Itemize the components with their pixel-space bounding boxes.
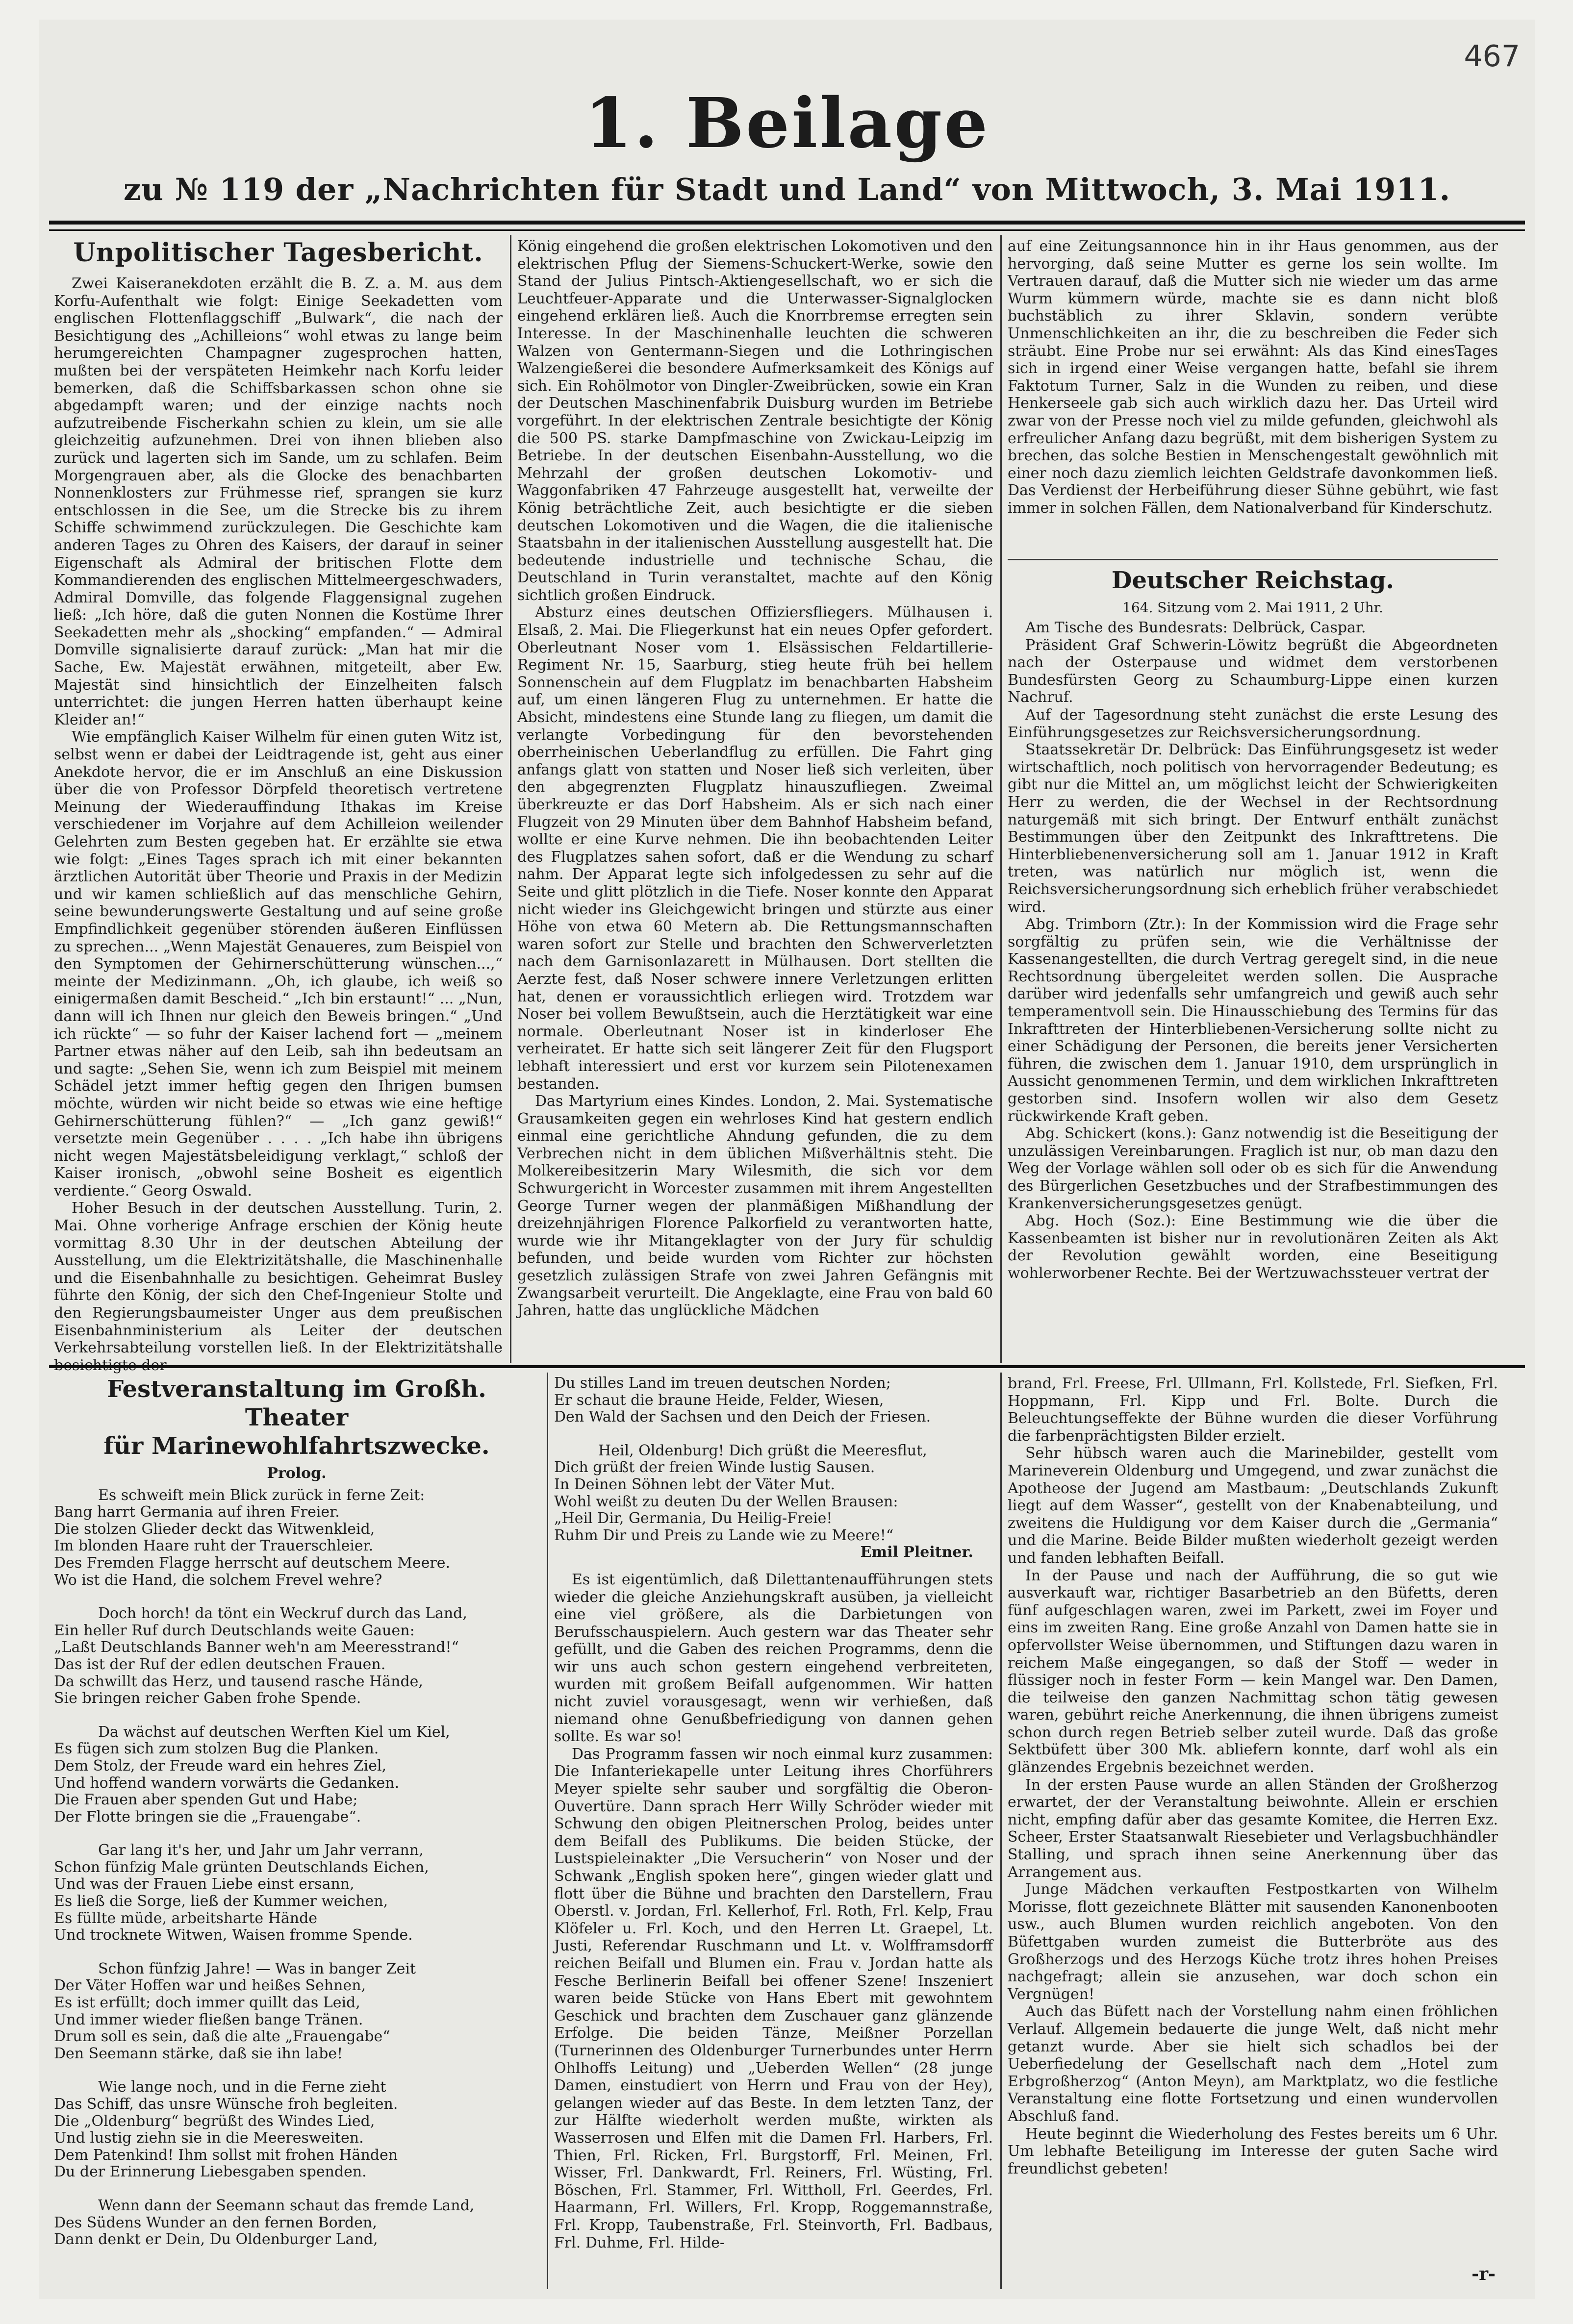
poem-line: Drum soll es sein, daß die alte „Frauengabe“ — [54, 2028, 390, 2046]
poem-line: Doch horch! da tönt ein Weckruf durch das Land, — [98, 1605, 467, 1623]
poem-line: Ruhm Dir und Preis zu Lande wie zu Meere!“ — [554, 1526, 894, 1544]
article-paragraph: Abg. Hoch (Soz.): Eine Bestimmung wie die über die Kassenbeamten ist bisher nur in revolutionären Zeiten als Akt der Revolution gewählt worden, eine Beseitigung wohlerworbener Rechte. Bei der Wertzuwachssteuer vertrat der — [1008, 1212, 1498, 1282]
poem-line: Wo ist die Hand, die solchem Frevel wehre? — [54, 1571, 382, 1589]
poem-line: Wie lange noch, und in die Ferne zieht — [98, 2078, 386, 2096]
article-paragraph: Junge Mädchen verkauften Festpostkarten von Wilhelm Morisse, flott gezeichnete Blätter mit sausenden Kanonenbooten usw., auch Blumen wurden reichlich angeboten. Von den Büfettgaben wurden zumeist die Butterbröte aus des Großherzogs und des Herzogs Küche trotz ihres hohen Preises nachgefragt; allein sie anzusehen, war doch schon ein Vergnügen! — [1008, 1881, 1498, 2003]
poem-stanza — [554, 1443, 993, 1545]
poem-continuation — [554, 1375, 993, 1561]
section-divider — [1008, 559, 1498, 560]
poem-line: Sie bringen reicher Gaben frohe Spende. — [54, 1690, 361, 1707]
column-divider — [1000, 1373, 1002, 2289]
poem-line: Schon fünfzig Jahre! — Was in banger Zeit — [98, 1960, 416, 1977]
article-paragraph: Präsident Graf Schwerin-Löwitz begrüßt die Abgeordneten nach der Osterpause und widmet dem verstorbenen Bundesfürsten Georg zu Schaumburg-Lippe einen kurzen Nachruf. — [1008, 636, 1498, 706]
poem-author: Emil Pleitner. — [860, 1544, 973, 1561]
poem-line: Es füllte müde, arbeitsharte Hände — [54, 1909, 318, 1927]
poem-line: Dem Stolz, der Freude ward ein hehres Ziel, — [54, 1757, 387, 1774]
column-divider — [547, 1373, 548, 2289]
article-paragraph: auf eine Zeitungsannonce hin in ihr Haus genommen, aus der hervorging, daß seine Mutter es gerne los sein wollte. Im Vertrauen darauf, daß die Mutter sich nie wieder um das arme Wurm kümmern würde, machte sie es dann nicht bloß buchstäblich zu ihrer Sklavin, sondern verübte Unmenschlichkeiten an ihr, die zu beschreiben die Feder sich sträubt. Eine Probe nur sei erwähnt: Als das Kind einesTages sich in irgend einer Weise vergangen hatte, befahl sie ihrem Faktotum Turner, Salz in die Wunden zu reiben, und diese Henkerseele gab sich auch wirklich dazu her. Das Urteil wird zwar von der Presse noch viel zu milde gefunden, gleichwohl als erfreulicher Anfang dazu begrüßt, mit dem bisherigen System zu brechen, das solche Bestien in Menschengestalt gewöhnlich mit einer noch dazu ziemlich leichten Geldstrafe davonkommen ließ. Das Verdienst der Herbeiführung dieser Sühne gebührt, wie fast immer in solchen Fällen, dem Nationalverband für Kinderschutz. — [1008, 238, 1498, 517]
poem-line: Das Schiff, das unsre Wünsche froh begleiten. — [54, 2096, 398, 2113]
poem-line: Es ließ die Sorge, ließ der Kummer weichen, — [54, 1893, 388, 1910]
column-divider — [510, 235, 511, 1363]
supplement-subtitle: zu № 119 der „Nachrichten für Stadt und Land“ von Mittwoch, 3. Mai 1911. — [123, 172, 1451, 207]
poem-line: Heil, Oldenburg! Dich grüßt die Meeresflut, — [598, 1442, 927, 1459]
poem-line: Gar lang it's her, und Jahr um Jahr verrann, — [98, 1842, 424, 1859]
poem-stanza — [54, 1605, 539, 1707]
poem-line: Dich grüßt der freien Winde lustig Sausen. — [554, 1459, 875, 1476]
poem-line: Und trocknete Witwen, Waisen fromme Spende. — [54, 1926, 413, 1944]
poem-line: Ein heller Ruf durch Deutschlands weite Gauen: — [54, 1622, 415, 1639]
article-paragraph: Absturz eines deutschen Offiziersfliegers. Mülhausen i. Elsaß, 2. Mai. Die Fliegerkunst hat ein neues Opfer gefordert. Oberleutnant Noser vom 1. Elsässischen Feldartillerie-Regiment Nr. 15, Saarburg, stieg heute früh bei hellem Sonnenschein auf dem Flugplatz im benachbarten Habsheim auf, um einen längeren Flug zu unternehmen. Er hatte die Absicht, mindestens eine Stunde lang zu fliegen, um damit die verlangte Vorbedingung für den bevorstehenden oberrheinischen Ueberlandflug zu erfüllen. Die Fahrt ging anfangs glatt von statten und Noser ließ sich verleiten, über den abgegrenzten Flugplatz hinauszufliegen. Zweimal überkreuzte er das Dorf Habsheim. Als er sich nach einer Flugzeit von 29 Minuten über dem Bahnhof Habsheim befand, wollte er eine Kurve nehmen. Die ihn beobachtenden Leiter des Flugplatzes sahen sofort, daß er die Wendung zu scharf nahm. Der Apparat legte sich infolgedessen zu sehr auf die Seite und glitt plötzlich in die Tiefe. Noser konnte den Apparat nicht wieder ins Gleichgewicht bringen und stürzte aus einer Höhe von etwa 60 Metern ab. Die Rettungsmannschaften waren sofort zur Stelle und brachten den Schwerverletzten nach dem Garnisonlazarett in Mülhausen. Dort stellten die Aerzte fest, daß Noser schwere innere Verletzungen erlitten hat, denen er voraussichtlich erliegen wird. Trotzdem war Noser bei vollem Bewußtsein, auch die Herztätigkeit war eine normale. Oberleutnant Noser ist in kinderloser Ehe verheiratet. Er hatte sich seit längerer Zeit für den Flugsport lebhaft interessiert und erst vor kurzem sein Pilotenexamen bestanden. — [517, 604, 993, 1093]
poem-stanza — [54, 1487, 539, 1589]
page-number: 467 — [1464, 39, 1520, 74]
poem-line: „Heil Dir, Germania, Du Heilig-Freie! — [554, 1510, 833, 1527]
tagesbericht-column-1 — [54, 238, 503, 1360]
festveranstaltung-title-line-2: für Marinewohlfahrtszwecke. — [103, 1432, 490, 1460]
festveranstaltung-column-3 — [1008, 1375, 1498, 2287]
article-paragraph: Auf der Tagesordnung steht zunächst die erste Lesung des Einführungsgesetzes zur Reichsversicherungsordnung. — [1008, 706, 1498, 741]
poem-line: Und immer wieder fließen bange Tränen. — [54, 2011, 363, 2028]
poem-stanza — [54, 1842, 539, 1944]
article-paragraph: brand, Frl. Freese, Frl. Ullmann, Frl. Kollstede, Frl. Siefken, Frl. Hoppmann, Frl. Kipp und Frl. Bolte. Durch die Beleuchtungseffekte der Bühne wurden die dieser Vorführung die farbenprächtigsten Bilder erzielt. — [1008, 1375, 1498, 1445]
poem-line: Es ist erfüllt; doch immer quillt das Leid, — [54, 1994, 360, 2012]
poem-line: Den Wald der Sachsen und den Deich der Friesen. — [554, 1408, 931, 1426]
poem-line: Die „Oldenburg“ begrüßt des Windes Lied, — [54, 2112, 375, 2130]
poem-line: Bang harrt Germania auf ihren Freier. — [54, 1503, 340, 1521]
prolog-label: Prolog. — [267, 1465, 327, 1482]
poem-line: Im blonden Haare ruht der Trauerschleier. — [54, 1537, 374, 1555]
newspaper-page — [39, 20, 1535, 2299]
poem-line: Es fügen sich zum stolzen Bug die Planken. — [54, 1740, 379, 1758]
article-paragraph: Sehr hübsch waren auch die Marinebilder, gestellt vom Marineverein Oldenburg und Umgegend, und zwar zunächst die Apotheose der Jugend am Mastbaum: „Deutschlands Zukunft liegt auf dem Wasser“, gestellt von der Knabenabteilung, und zweitens die Huldigung vor dem Kaiser durch die „Germania“ und die Marine. Beide Bilder mußten wiederholt gezeigt werden und fanden lebhaften Beifall. — [1008, 1445, 1498, 1567]
poem-line: Du stilles Land im treuen deutschen Norden; — [554, 1374, 891, 1392]
reichstag-article — [1008, 566, 1498, 1360]
poem-stanza — [54, 1961, 539, 2063]
tagesbericht-column-2 — [517, 238, 993, 1360]
poem-line: Des Südens Wunder an den fernen Borden, — [54, 2214, 377, 2231]
article-paragraph: Zwei Kaiseranekdoten erzählt die B. Z. a. M. aus dem Korfu-Aufenthalt wie folgt: Einige Seekadetten vom englischen Flottenflaggschiff „Bulwark“, die nach der Besichtigung des „Achilleions“ wohl etwas zu lange beim herumgereichten Champagner zugesprochen hatten, mußten bei der verspäteten Heimkehr nach Korfu leider bemerken, daß die Schiffsbarkassen schon ohne sie abgedampft waren; und der einzige nachts noch aufzutreibende Fischerkahn schien zu klein, um sie alle gleichzeitig aufzunehmen. Drei von ihnen blieben also zurück und lagerten sich im Sande, um zu schlafen. Beim Morgengrauen aber, als die Glocke des benachbarten Nonnenklosters zur Frühmesse rief, sprangen sie kurz entschlossen in die See, um die Strecke bis zu ihrem Schiffe schwimmend zurückzulegen. Die Geschichte kam anderen Tages zu Ohren des Kaisers, der darauf in seiner Eigenschaft als Admiral der britischen Flotte dem Kommandierenden des englischen Mittelmeergeschwaders, Admiral Domville, das folgende Flaggensignal zugehen ließ: „Ich höre, daß die guten Nonnen die Kostüme Ihrer Seekadetten mehr als „shocking“ empfanden.“ — Admiral Domville signalisierte darauf zurück: „Man hat mir die Sache, Ew. Majestät erwähnen, mitgeteilt, aber Ew. Majestät sind hinsichtlich der Einzelheiten falsch unterrichtet: die jungen Herren hatten überhaupt keine Kleider an!“ — [54, 275, 503, 728]
poem-line: Und hoffend wandern vorwärts die Gedanken. — [54, 1774, 400, 1792]
reichstag-sitting: 164. Sitzung vom 2. Mai 1911, 2 Uhr. — [1122, 600, 1383, 616]
article-paragraph: In der ersten Pause wurde an allen Ständen der Großherzog erwartet, der der Veranstaltung beiwohnte. Allein er erschien nicht, empfing dafür aber das gesamte Komitee, die Herren Exz. Scheer, Erster Staatsanwalt Riesebieter und Verlagsbuchhändler Stalling, und sprach ihnen seine Anerkennung über das Arrangement aus. — [1008, 1776, 1498, 1881]
poem-line: Wenn dann der Seemann schaut das fremde Land, — [98, 2197, 475, 2214]
article-paragraph: Heute beginnt die Wiederholung des Festes bereits um 6 Uhr. Um lebhafte Beteiligung im Interesse der guten Sache wird freundlichst gebeten! — [1008, 2125, 1498, 2177]
reichstag-title: Deutscher Reichstag. — [1111, 567, 1395, 594]
article-paragraph: Auch das Büfett nach der Vorstellung nahm einen fröhlichen Verlauf. Allgemein bedauerte die junge Welt, daß nicht mehr getanzt wurde. Aber sie hielt sich schadlos bei der Ueberfiedelung der Gesellschaft nach dem „Hotel zum Erbgroßherzog“ (Anton Meyn), am Marktplatz, wo die festliche Veranstaltung eine flotte Fortsetzung und einen wundervollen Abschluß fand. — [1008, 2003, 1498, 2125]
header-rule-thin — [49, 229, 1525, 231]
article-paragraph: Am Tische des Bundesrats: Delbrück, Caspar. — [1025, 619, 1366, 636]
festveranstaltung-title: Festveranstaltung im Großh. Theater — [107, 1375, 486, 1431]
poem-line: Wohl weißt zu deuten Du der Wellen Brausen: — [554, 1493, 898, 1510]
poem-line: Die Frauen aber spenden Gut und Habe; — [54, 1791, 358, 1809]
poem-line: Da schwillt das Herz, und tausend rasche Hände, — [54, 1673, 423, 1690]
poem-line: Der Flotte bringen sie die „Frauengabe“. — [54, 1808, 361, 1825]
poem-line: Und lustig ziehn sie in die Meeresweiten. — [54, 2129, 364, 2147]
poem-line: Den Seemann stärke, daß sie ihn labe! — [54, 2045, 343, 2062]
poem-line: In Deinen Söhnen lebt der Väter Mut. — [554, 1475, 836, 1493]
poem-line: Dem Patenkind! Ihm sollst mit frohen Händen — [54, 2146, 398, 2164]
festveranstaltung-column-2 — [554, 1375, 993, 2287]
supplement-title: 1. Beilage — [584, 83, 990, 164]
poem-line: Da wächst auf deutschen Werften Kiel um Kiel, — [98, 1723, 450, 1741]
poem-line: Dann denkt er Dein, Du Oldenburger Land, — [54, 2231, 378, 2249]
article-paragraph: Das Martyrium eines Kindes. London, 2. Mai. Systematische Grausamkeiten gegen ein wehrloses Kind hat gestern endlich einmal eine gerichtliche Ahndung gefunden, die zu dem Verbrechen nicht in dem üblichen Mißverhältnis steht. Die Molkereibesitzerin Mary Wilesmith, die sich vor dem Schwurgericht in Worcester zusammen mit ihrem Angestellten George Turner wegen der planmäßigen Mißhandlung der dreizehnjährigen Florence Palkorfield zu verantworten hatte, wurde wie ihr Mitangeklagter von der Jury für schuldig befunden, und beide wurden vom Richter zur höchsten gesetzlich zulässigen Strafe von zwei Jahren Gefängnis mit Zwangsarbeit verurteilt. Die Angeklagte, eine Frau von bald 60 Jahren, hatte das unglückliche Mädchen — [517, 1093, 993, 1320]
poem-line: Der Väter Hoffen war und heißes Sehnen, — [54, 1977, 366, 1995]
section-rule — [49, 1365, 1525, 1368]
poem-line: Er schaut die braune Heide, Felder, Wiesen, — [554, 1391, 884, 1409]
article-paragraph: Wie empfänglich Kaiser Wilhelm für einen guten Witz ist, selbst wenn er dabei der Leidtragende ist, geht aus einer Anekdote hervor, die er im Anschluß an eine Diskussion über die von Professor Dörpfeld theoretisch vertretene Meinung der Wiederauffindung Ithakas im Kreise verschiedener im Vorjahre auf dem Achilleion weilender Gelehrten zum Besten gegeben hat. Er erzählte sie etwa wie folgt: „Eines Tages sprach ich mit einer bekannten ärztlichen Autorität über Theorie und Praxis in der Medizin und wir kamen schließlich auf das menschliche Gehirn, seine bewunderungswerte Gestaltung und auf seine große Empfindlichkeit gegenüber störenden äußeren Einflüssen zu sprechen... „Wenn Majestät Genaueres, zum Beispiel von den Symptomen der Gehirnerschütterung wünschen...,“ meinte der Medizinmann. „Oh, ich glaube, ich weiß so einigermaßen damit Bescheid.“ „Ich bin erstaunt!“ ... „Nun, dann will ich Ihnen nur gleich den Beweis bringen.“ „Und ich rückte“ — so fuhr der Kaiser lachend fort — „meinem Partner etwas näher auf den Leib, sah ihn bedeutsam an und sagte: „Sehen Sie, wenn ich zum Beispiel mit meinem Schädel jetzt immer heftig gegen den Ihrigen bumsen möchte, würden wir nicht beide so etwas wie eine heftige Gehirnerschütterung fühlen?“ — „Ich ganz gewiß!“ versetzte mein Gegenüber . . . . „Ich habe ihn übrigens nicht wegen Majestätsbeleidigung verklagt,“ schloß der Kaiser ironisch, „obwohl seine Bosheit es eigentlich verdiente.“ Georg Oswald. — [54, 728, 503, 1199]
poem-line: „Laßt Deutschlands Banner weh'n am Meeresstrand!“ — [54, 1639, 459, 1656]
article-paragraph: Das Programm fassen wir noch einmal kurz zusammen: Die Infanteriekapelle unter Leitung ihres Chorführers Meyer spielte sehr sauber und sorgfältig die Oberon-Ouvertüre. Dann sprach Herr Willy Schröder wieder mit Schwung den obigen Pleitnerschen Prolog, beides unter dem Beifall des Publikums. Die beiden Stücke, der Lustspieleinakter „Die Versucherin“ von Noser und der Schwank „English spoken here“, gingen wieder glatt und flott über die Bühne und brachten den Darstellern, Frau Oberstl. v. Jordan, Frl. Kellerhof, Frl. Roth, Frl. Kelp, Frau Klöfeler u. Frl. Koch, und den Herren Lt. Graepel, Lt. Justi, Referendar Ruschmann und Lt. v. Wolfframsdorff reichen Beifall und Blumen ein. Frau v. Jordan hatte als Fesche Berlinerin Beifall bei offener Szene! Inszeniert waren beide Stücke von Hans Ebert mit gewohntem Geschick und brachten dem Zuschauer ganz glänzende Erfolge. Die beiden Tänze, Meißner Porzellan (Turnerinnen des Oldenburger Turnerbundes unter Herrn Ohlhoffs Leitung) und „Ueberden Wellen“ (28 junge Damen, einstudiert von Herrn und Frau von der Hey), gelangen wieder auf das Beste. In dem letzten Tanz, der zur Hälfte wiederholt werden mußte, wirkten als Wasserrosen und Elfen mit die Damen Frl. Harbers, Frl. Thien, Frl. Ricken, Frl. Burgstorff, Frl. Meinen, Frl. Wisser, Frl. Dankwardt, Frl. Reiners, Frl. Wüsting, Frl. Böschen, Frl. Stammer, Frl. Wittholl, Frl. Geerdes, Frl. Haarmann, Frl. Willers, Frl. Kropp, Roggemannstraße, Frl. Kropp, Taubenstraße, Frl. Steinvorth, Frl. Badbaus, Frl. Duhme, Frl. Hilde- — [554, 1745, 993, 2251]
poem-line: Die stolzen Glieder deckt das Witwenkleid, — [54, 1520, 375, 1538]
article-paragraph: In der Pause und nach der Aufführung, die so gut wie ausverkauft war, richtiger Basarbetrieb an den Büfetts, deren fünf aufgeschlagen waren, zwei im Parkett, zwei im Foyer und eins im zweiten Rang. Eine große Anzahl von Damen hatte sie in opfervollster Weise übernommen, und Stiftungen dazu waren in reichem Maße eingegangen, so daß der Stoff — weder in flüssiger noch in fester Form — kein Mangel war. Den Damen, die teilweise den ganzen Nachmittag schon tätig gewesen waren, gebührt reiche Anerkennung, die ihnen übrigens zumeist schon durch regen Betrieb selber zuteil wurde. Daß das große Sektbüfett über 300 Mk. abliefern konnte, darf wohl als ein glänzendes Ergebnis bezeichnet werden. — [1008, 1567, 1498, 1776]
poem-line: Des Fremden Flagge herrscht auf deutschem Meere. — [54, 1554, 451, 1572]
tagesbericht-title: Unpolitischer Tagesbericht. — [73, 238, 483, 268]
poem-line: Das ist der Ruf der edlen deutschen Frauen. — [54, 1655, 386, 1673]
poem-line: Du der Erinnerung Liebesgaben spenden. — [54, 2163, 367, 2181]
article-paragraph: Abg. Schickert (kons.): Ganz notwendig ist die Beseitigung der unzulässigen Vereinbarungen. Fraglich ist nur, ob man dazu den Weg der Vorlage wählen soll oder ob es sich für die Anwendung des Bürgerlichen Gesetzbuches und der Strafbestimmungen des Krankenversicherungsgesetzes genügt. — [1008, 1125, 1498, 1212]
poem-stanza — [54, 2079, 539, 2181]
poem-stanza — [54, 1724, 539, 1826]
article-paragraph: Hoher Besuch in der deutschen Ausstellung. Turin, 2. Mai. Ohne vorherige Anfrage erschien der König heute vormittag 8.30 Uhr in der deutschen Abteilung der Ausstellung, um die Elektrizitätshalle, die Maschinenhalle und die Eisenbahnhalle zu besichtigen. Geheimrat Busley führte den König, der sich den Chef-Ingenieur Stolte und den Regierungsbaumeister Unger aus dem preußischen Eisenbahnministerium als Leiter der deutschen Verkehrsabteilung vorstellen ließ. In der Elektrizitätshalle — [54, 1199, 503, 1357]
poem-line: Schon fünfzig Male grünten Deutschlands Eichen, — [54, 1858, 429, 1876]
header-rule — [49, 221, 1525, 225]
article-paragraph: Abg. Trimborn (Ztr.): In der Kommission wird die Frage sehr sorgfältig zu prüfen sein, wie die Verhältnisse der Kassenangestellten, die durch Vertrag geregelt sind, in die neue Rechtsordnung übergeleitet werden sollen. Die Ausprache darüber wird jedenfalls sehr umfangreich und gewiß auch sehr temperamentvoll sein. Die Hinausschiebung des Termins für das Inkrafttreten der Hinterbliebenen-Versicherung sollte nicht zu einer Schädigung der Personen, die bereits jener Versicherten führen, die zwischen dem 1. Januar 1910, dem ursprünglich in Aussicht genommenen Termin, und dem wirklichen Inkrafttreten gestorben sind. Insofern wollen wir also dem Gesetz rückwirkende Kraft geben. — [1008, 916, 1498, 1125]
article-paragraph: Es ist eigentümlich, daß Dilettantenaufführungen stets wieder die gleiche Anziehungskraft ausüben, ja vielleicht eine viel größere, als die Darbietungen von Berufsschauspielern. Auch gestern war das Theater sehr gefüllt, und die Gaben des reichen Programms, denn die wir uns auch schon gestern eingehend verbreiteten, wurden mit großem Beifall aufgenommen. Wir hatten nicht zuviel vorausgesagt, wenn wir verhießen, daß niemand ohne Genußbefriedigung von dannen gehen sollte. Es war so! — [554, 1571, 993, 1746]
poem-stanza — [554, 1375, 993, 1426]
column-divider — [1000, 235, 1002, 1363]
poem-stanza — [54, 2198, 539, 2249]
festveranstaltung-column-1 — [54, 1375, 539, 2287]
article-paragraph: König eingehend die großen elektrischen Lokomotiven und den elektrischen Pflug der Siemens-Schuckert-Werke, sowie den Stand der Julius Pintsch-Aktiengesellschaft, wo er sich die Leuchtfeuer-Apparate und die Unterwasser-Signalglocken eingehend erklären ließ. Auch die Knorrbremse erregten sein Interesse. In der Maschinenhalle leuchten die schweren Walzen von Gentermann-Siegen und die Lothringischen Walzengießerei die besondere Aufmerksamkeit des Königs auf sich. Ein Rohölmotor von Dingler-Zweibrücken, sowie ein Kran der Deutschen Maschinenfabrik Duisburg wurden im Betriebe vorgeführt. In der elektrischen Zentrale besichtigte der König die 500 PS. starke Dampfmaschine von Zwickau-Leipzig im Betriebe. In der deutschen Eisenbahn-Ausstellung, wo die Mehrzahl der großen deutschen Lokomotiv- und Waggonfabriken 47 Fahrzeuge ausgestellt hat, verweilte der König beträchtliche Zeit, auch besichtigte er die sieben deutschen Lokomotiven und die Wagen, die die italienische Staatsbahn in der italienischen Ausstellung ausgestellt hat. Die bedeutende industrielle und technische Schau, die Deutschland in Turin veranstaltet, machte auf den König sichtlich großen Eindruck. — [517, 238, 993, 604]
article-paragraph: Staatssekretär Dr. Delbrück: Das Einführungsgesetz ist weder wirtschaftlich, noch politisch von hervorragender Bedeutung; es gibt nur die Mittel an, um möglichst leicht der Schwierigkeiten Herr zu werden, die der Wechsel in der Rechtsordnung naturgemäß mit sich bringt. Der Entwurf enthält zunächst Bestimmungen über den Zeitpunkt des Inkrafttretens. Die Hinterbliebenenversicherung soll am 1. Januar 1912 in Kraft treten, was natürlich nur möglich ist, wenn die Reichsversicherungsordnung sich erheblich früher verabschiedet wird. — [1008, 741, 1498, 916]
tagesbericht-column-3 — [1008, 238, 1498, 551]
author-mark: -r- — [1472, 2264, 1496, 2284]
poem-line: Es schweift mein Blick zurück in ferne Zeit: — [98, 1486, 425, 1504]
poem-line: Und was der Frauen Liebe einst ersann, — [54, 1875, 355, 1893]
